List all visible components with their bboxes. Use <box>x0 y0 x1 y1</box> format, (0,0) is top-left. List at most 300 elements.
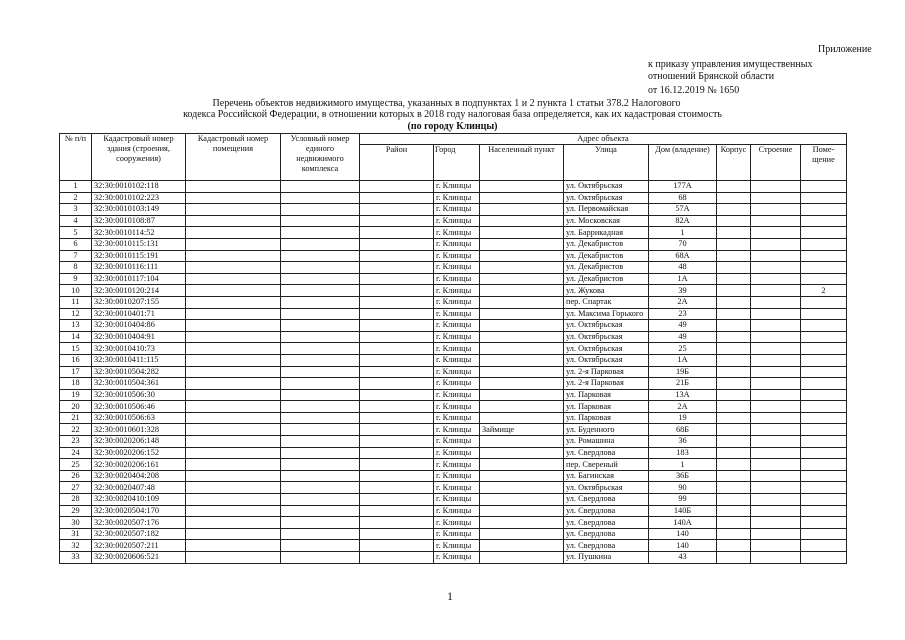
district <box>360 308 434 320</box>
cond-number <box>281 320 360 332</box>
stroenie <box>751 181 801 193</box>
settlement <box>480 215 564 227</box>
cond-number <box>281 308 360 320</box>
city: г. Клинцы <box>434 424 480 436</box>
cad-room-number <box>186 378 281 390</box>
row-number: 27 <box>60 482 92 494</box>
house-number: 21Б <box>649 378 717 390</box>
cad-building-number: 32:30:0020404:208 <box>92 470 186 482</box>
cad-building-number: 32:30:0010504:282 <box>92 366 186 378</box>
cad-building-number: 32:30:0010102:118 <box>92 181 186 193</box>
table-row <box>60 296 847 308</box>
city: г. Клинцы <box>434 459 480 471</box>
street: ул. Баррикадная <box>564 227 649 239</box>
table-row <box>60 528 847 540</box>
cond-number <box>281 494 360 506</box>
korpus <box>717 436 751 448</box>
city: г. Клинцы <box>434 540 480 552</box>
city: г. Клинцы <box>434 273 480 285</box>
district <box>360 296 434 308</box>
district <box>360 528 434 540</box>
table-row <box>60 552 847 564</box>
settlement <box>480 227 564 239</box>
korpus <box>717 447 751 459</box>
row-number: 7 <box>60 250 92 262</box>
row-number: 3 <box>60 204 92 216</box>
district <box>360 540 434 552</box>
city: г. Клинцы <box>434 227 480 239</box>
korpus <box>717 285 751 297</box>
stroenie <box>751 378 801 390</box>
city: г. Клинцы <box>434 181 480 193</box>
street: ул. Максима Горького <box>564 308 649 320</box>
cad-building-number: 32:30:0010114:52 <box>92 227 186 239</box>
city: г. Клинцы <box>434 296 480 308</box>
street: ул. Декабристов <box>564 273 649 285</box>
city: г. Клинцы <box>434 250 480 262</box>
city: г. Клинцы <box>434 401 480 413</box>
house-number: 99 <box>649 494 717 506</box>
row-number: 6 <box>60 238 92 250</box>
street: ул. Парковая <box>564 401 649 413</box>
room-number <box>801 505 847 517</box>
cad-room-number <box>186 494 281 506</box>
settlement <box>480 262 564 274</box>
cad-building-number: 32:30:0010115:131 <box>92 238 186 250</box>
house-number: 36 <box>649 436 717 448</box>
row-number: 11 <box>60 296 92 308</box>
room-number <box>801 389 847 401</box>
district <box>360 389 434 401</box>
cad-room-number <box>186 331 281 343</box>
district <box>360 401 434 413</box>
korpus <box>717 331 751 343</box>
street: ул. Первомайская <box>564 204 649 216</box>
row-number: 30 <box>60 517 92 529</box>
settlement <box>480 285 564 297</box>
settlement <box>480 331 564 343</box>
cad-building-number: 32:30:0010601:328 <box>92 424 186 436</box>
cond-number <box>281 552 360 564</box>
house-number: 177А <box>649 181 717 193</box>
stroenie <box>751 540 801 552</box>
district <box>360 494 434 506</box>
table-row <box>60 482 847 494</box>
table-row <box>60 320 847 332</box>
cond-number <box>281 447 360 459</box>
cond-number <box>281 366 360 378</box>
room-number <box>801 343 847 355</box>
korpus <box>717 320 751 332</box>
cond-number <box>281 424 360 436</box>
col-header-room: Поме-щение <box>801 145 847 181</box>
korpus <box>717 296 751 308</box>
cad-room-number <box>186 482 281 494</box>
cad-building-number: 32:30:0010108:87 <box>92 215 186 227</box>
table-row <box>60 436 847 448</box>
city: г. Клинцы <box>434 505 480 517</box>
stroenie <box>751 354 801 366</box>
street: ул. Жукова <box>564 285 649 297</box>
stroenie <box>751 424 801 436</box>
district <box>360 470 434 482</box>
district <box>360 378 434 390</box>
appendix-label: Приложение <box>818 44 872 55</box>
korpus <box>717 552 751 564</box>
city: г. Клинцы <box>434 482 480 494</box>
cad-building-number: 32:30:0020206:148 <box>92 436 186 448</box>
room-number <box>801 262 847 274</box>
city: г. Клинцы <box>434 354 480 366</box>
table-row <box>60 401 847 413</box>
table-row <box>60 378 847 390</box>
cond-number <box>281 412 360 424</box>
korpus <box>717 401 751 413</box>
house-number: 48 <box>649 262 717 274</box>
room-number <box>801 517 847 529</box>
cond-number <box>281 285 360 297</box>
cad-building-number: 32:30:0020606:521 <box>92 552 186 564</box>
city: г. Клинцы <box>434 552 480 564</box>
street: ул. Пушкина <box>564 552 649 564</box>
cond-number <box>281 505 360 517</box>
house-number: 2А <box>649 401 717 413</box>
cond-number <box>281 192 360 204</box>
cad-building-number: 32:30:0020206:161 <box>92 459 186 471</box>
row-number: 19 <box>60 389 92 401</box>
settlement <box>480 528 564 540</box>
settlement <box>480 366 564 378</box>
street: ул. Октябрьская <box>564 482 649 494</box>
stroenie <box>751 262 801 274</box>
korpus <box>717 412 751 424</box>
cond-number <box>281 273 360 285</box>
cond-number <box>281 296 360 308</box>
city: г. Клинцы <box>434 204 480 216</box>
col-header-house: Дом (владение) <box>649 145 717 181</box>
table-row <box>60 540 847 552</box>
row-number: 18 <box>60 378 92 390</box>
house-number: 57А <box>649 204 717 216</box>
cad-building-number: 32:30:0010404:86 <box>92 320 186 332</box>
cad-room-number <box>186 308 281 320</box>
cad-room-number <box>186 238 281 250</box>
settlement <box>480 401 564 413</box>
cond-number <box>281 227 360 239</box>
col-header-city: Город <box>434 145 480 181</box>
city: г. Клинцы <box>434 436 480 448</box>
house-number: 36Б <box>649 470 717 482</box>
stroenie <box>751 389 801 401</box>
settlement <box>480 412 564 424</box>
room-number: 2 <box>801 285 847 297</box>
room-number <box>801 528 847 540</box>
cond-number <box>281 262 360 274</box>
settlement <box>480 494 564 506</box>
table-row <box>60 181 847 193</box>
district <box>360 320 434 332</box>
col-header-korpus: Корпус <box>717 145 751 181</box>
settlement <box>480 238 564 250</box>
street: ул. Свердлова <box>564 528 649 540</box>
room-number <box>801 308 847 320</box>
district <box>360 262 434 274</box>
house-number: 140 <box>649 540 717 552</box>
cad-building-number: 32:30:0020507:211 <box>92 540 186 552</box>
room-number <box>801 215 847 227</box>
table-row <box>60 424 847 436</box>
table-row <box>60 505 847 517</box>
row-number: 1 <box>60 181 92 193</box>
house-number: 68Б <box>649 424 717 436</box>
korpus <box>717 262 751 274</box>
street: ул. Багинская <box>564 470 649 482</box>
settlement <box>480 308 564 320</box>
house-number: 70 <box>649 238 717 250</box>
cad-room-number <box>186 389 281 401</box>
cond-number <box>281 389 360 401</box>
settlement <box>480 389 564 401</box>
order-date-number: от 16.12.2019 № 1650 <box>648 85 740 96</box>
street: ул. Парковая <box>564 389 649 401</box>
cond-number <box>281 528 360 540</box>
district <box>360 412 434 424</box>
street: ул. 2-я Парковая <box>564 378 649 390</box>
district <box>360 192 434 204</box>
district <box>360 366 434 378</box>
district <box>360 250 434 262</box>
cond-number <box>281 250 360 262</box>
korpus <box>717 505 751 517</box>
street: ул. Парковая <box>564 412 649 424</box>
district <box>360 505 434 517</box>
room-number <box>801 238 847 250</box>
row-number: 13 <box>60 320 92 332</box>
room-number <box>801 412 847 424</box>
street: ул. Декабристов <box>564 238 649 250</box>
cad-building-number: 32:30:0010410:73 <box>92 343 186 355</box>
room-number <box>801 436 847 448</box>
cad-building-number: 32:30:0010115:191 <box>92 250 186 262</box>
col-header-settlement: Населенный пункт <box>480 145 564 181</box>
table-row <box>60 470 847 482</box>
table-row <box>60 459 847 471</box>
cad-room-number <box>186 470 281 482</box>
street: ул. Октябрьская <box>564 331 649 343</box>
cond-number <box>281 238 360 250</box>
cond-number <box>281 436 360 448</box>
city: г. Клинцы <box>434 470 480 482</box>
cond-number <box>281 482 360 494</box>
row-number: 12 <box>60 308 92 320</box>
street: ул. 2-я Парковая <box>564 366 649 378</box>
row-number: 25 <box>60 459 92 471</box>
house-number: 68 <box>649 192 717 204</box>
room-number <box>801 459 847 471</box>
house-number: 140Б <box>649 505 717 517</box>
settlement <box>480 320 564 332</box>
house-number: 82А <box>649 215 717 227</box>
cad-building-number: 32:30:0020410:109 <box>92 494 186 506</box>
street: ул. Октябрьская <box>564 181 649 193</box>
district <box>360 331 434 343</box>
table-row <box>60 412 847 424</box>
row-number: 10 <box>60 285 92 297</box>
cad-room-number <box>186 424 281 436</box>
col-header-address: Адрес объекта <box>360 134 847 145</box>
room-number <box>801 181 847 193</box>
settlement <box>480 378 564 390</box>
col-header-cad-room: Кадастровый номер помещения <box>186 134 281 181</box>
cond-number <box>281 331 360 343</box>
room-number <box>801 273 847 285</box>
stroenie <box>751 215 801 227</box>
row-number: 9 <box>60 273 92 285</box>
district <box>360 227 434 239</box>
stroenie <box>751 459 801 471</box>
row-number: 26 <box>60 470 92 482</box>
korpus <box>717 204 751 216</box>
room-number <box>801 296 847 308</box>
stroenie <box>751 517 801 529</box>
room-number <box>801 204 847 216</box>
stroenie <box>751 412 801 424</box>
room-number <box>801 401 847 413</box>
street: пер. Спартак <box>564 296 649 308</box>
cad-room-number <box>186 540 281 552</box>
house-number: 49 <box>649 331 717 343</box>
order-reference-line: к приказу управления имущественных <box>648 59 813 70</box>
district <box>360 238 434 250</box>
stroenie <box>751 227 801 239</box>
stroenie <box>751 331 801 343</box>
street: пер. Свереный <box>564 459 649 471</box>
row-number: 28 <box>60 494 92 506</box>
district <box>360 204 434 216</box>
cad-room-number <box>186 505 281 517</box>
city: г. Клинцы <box>434 285 480 297</box>
cad-building-number: 32:30:0010506:46 <box>92 401 186 413</box>
cad-room-number <box>186 192 281 204</box>
city: г. Клинцы <box>434 215 480 227</box>
korpus <box>717 250 751 262</box>
city: г. Клинцы <box>434 494 480 506</box>
house-number: 183 <box>649 447 717 459</box>
stroenie <box>751 505 801 517</box>
house-number: 2А <box>649 296 717 308</box>
district <box>360 459 434 471</box>
district <box>360 285 434 297</box>
street: ул. Декабристов <box>564 262 649 274</box>
property-table <box>59 133 847 564</box>
stroenie <box>751 528 801 540</box>
col-header-stroenie: Строение <box>751 145 801 181</box>
room-number <box>801 494 847 506</box>
stroenie <box>751 552 801 564</box>
table-row <box>60 250 847 262</box>
row-number: 16 <box>60 354 92 366</box>
settlement: Займище <box>480 424 564 436</box>
cond-number <box>281 354 360 366</box>
row-number: 4 <box>60 215 92 227</box>
korpus <box>717 366 751 378</box>
table-row <box>60 192 847 204</box>
cad-room-number <box>186 227 281 239</box>
cad-room-number <box>186 320 281 332</box>
stroenie <box>751 366 801 378</box>
row-number: 24 <box>60 447 92 459</box>
cad-room-number <box>186 354 281 366</box>
table-row <box>60 273 847 285</box>
korpus <box>717 470 751 482</box>
district <box>360 447 434 459</box>
cond-number <box>281 378 360 390</box>
korpus <box>717 308 751 320</box>
korpus <box>717 343 751 355</box>
korpus <box>717 354 751 366</box>
district <box>360 215 434 227</box>
row-number: 33 <box>60 552 92 564</box>
settlement <box>480 447 564 459</box>
settlement <box>480 517 564 529</box>
cad-room-number <box>186 181 281 193</box>
settlement <box>480 204 564 216</box>
korpus <box>717 192 751 204</box>
stroenie <box>751 250 801 262</box>
stroenie <box>751 285 801 297</box>
cad-building-number: 32:30:0010504:361 <box>92 378 186 390</box>
district <box>360 343 434 355</box>
house-number: 39 <box>649 285 717 297</box>
korpus <box>717 273 751 285</box>
table-row <box>60 494 847 506</box>
cad-room-number <box>186 447 281 459</box>
street: ул. Свердлова <box>564 540 649 552</box>
table-row <box>60 238 847 250</box>
cad-building-number: 32:30:0010411:115 <box>92 354 186 366</box>
cond-number <box>281 343 360 355</box>
korpus <box>717 378 751 390</box>
col-header-cond-num: Условный номер единого недвижимого комплекса <box>281 134 360 181</box>
row-number: 29 <box>60 505 92 517</box>
cad-room-number <box>186 517 281 529</box>
street: ул. Октябрьская <box>564 320 649 332</box>
row-number: 31 <box>60 528 92 540</box>
table-row <box>60 204 847 216</box>
col-header-street: Улица <box>564 145 649 181</box>
table-row <box>60 215 847 227</box>
cad-room-number <box>186 436 281 448</box>
city: г. Клинцы <box>434 343 480 355</box>
korpus <box>717 459 751 471</box>
settlement <box>480 343 564 355</box>
stroenie <box>751 401 801 413</box>
stroenie <box>751 192 801 204</box>
row-number: 8 <box>60 262 92 274</box>
room-number <box>801 331 847 343</box>
row-number: 2 <box>60 192 92 204</box>
district <box>360 181 434 193</box>
korpus <box>717 227 751 239</box>
cond-number <box>281 204 360 216</box>
room-number <box>801 482 847 494</box>
stroenie <box>751 494 801 506</box>
district <box>360 424 434 436</box>
city: г. Клинцы <box>434 308 480 320</box>
room-number <box>801 354 847 366</box>
house-number: 1 <box>649 459 717 471</box>
street: ул. Октябрьская <box>564 192 649 204</box>
